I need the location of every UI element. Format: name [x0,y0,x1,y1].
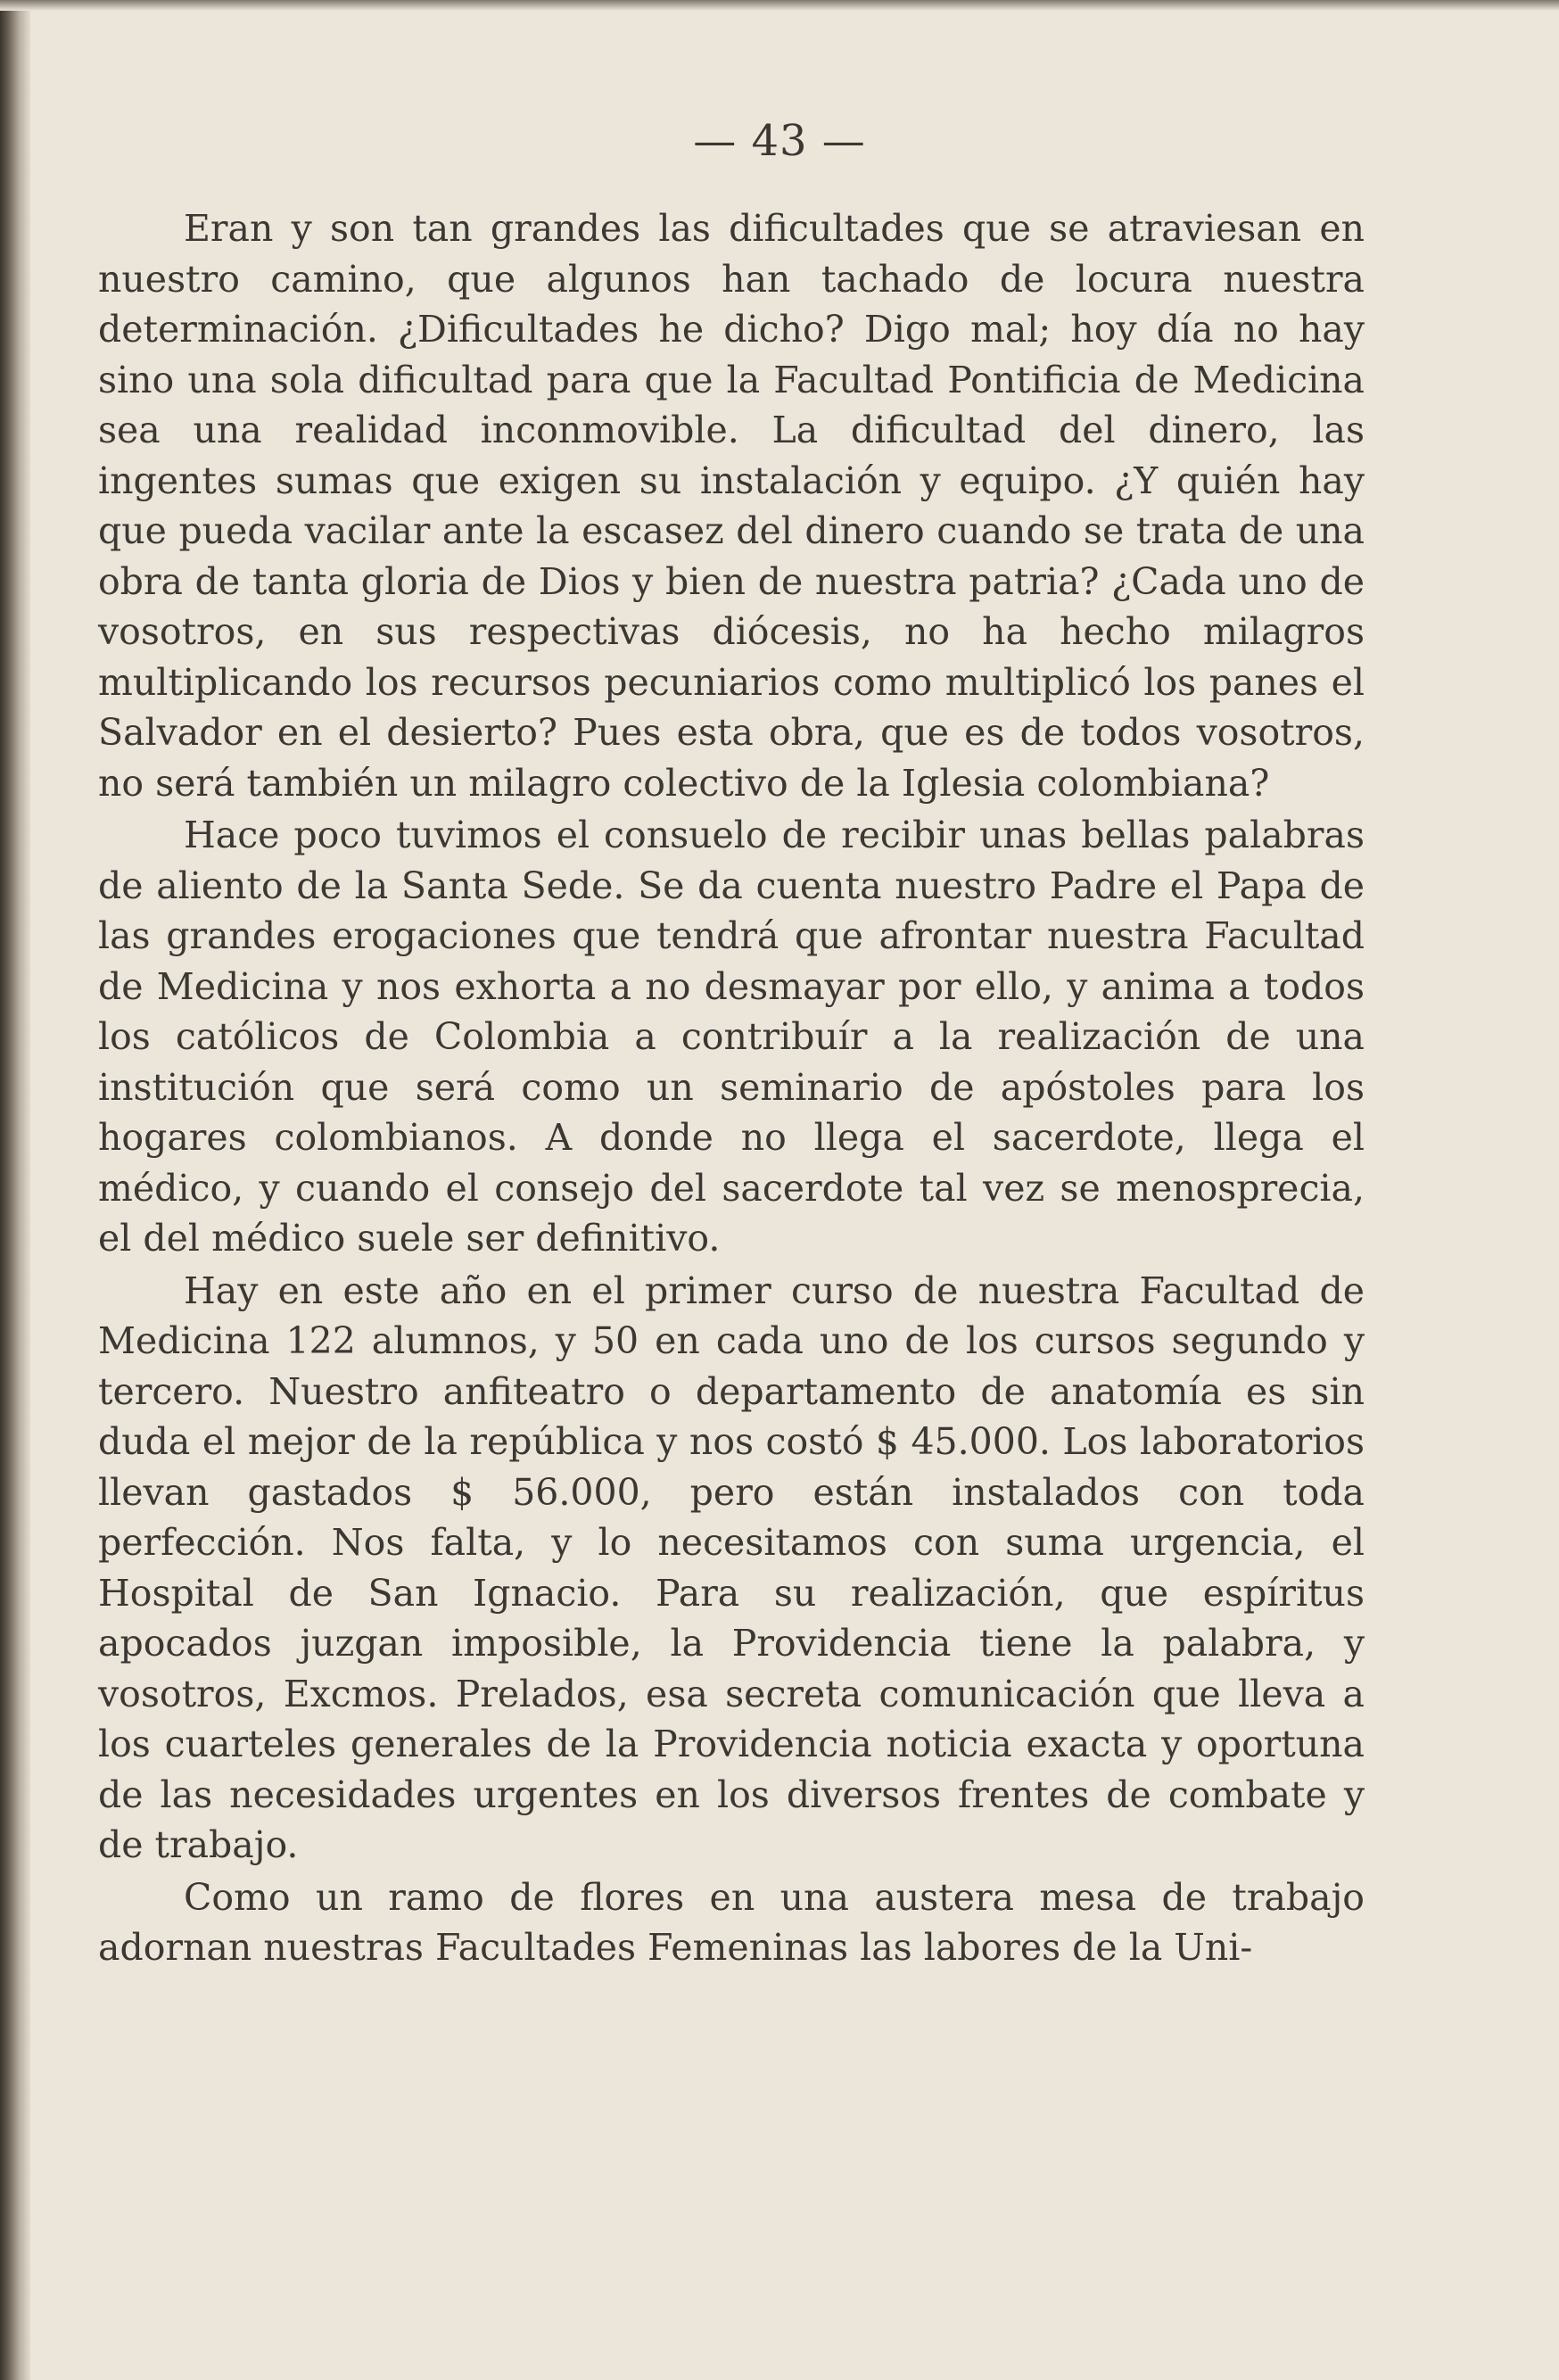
paragraph-facultad-medicina: Hay en este año en el primer curso de nuestra Facultad de Medicina 122 alumnos, y 50 en cada uno de los cursos segundo y tercero. Nuestro anfiteatro o departamento de anatomía es sin duda el mejor de la república y nos costó $ 45.000. Los laboratorios llevan gastados $ 56.000, pero están instalados con toda perfección. Nos falta, y lo necesitamos con suma urgencia, el Hospital de San Ignacio. Para su realización, que espíritus apocados juzgan imposible, la Providencia tiene la palabra, y vosotros, Excmos. Prelados, esa secreta comunicación que lleva a los cuarteles generales de la Providencia noticia exacta y oportuna de las necesidades urgentes en los diversos frentes de combate y de trabajo. [98,1269,1365,1866]
paragraph-dificultades: Eran y son tan grandes las dificultades que se atraviesan en nuestro camino, que algunos han tachado de locura nuestra determinación. ¿Dificultades he dicho? Digo mal; hoy día no hay sino una sola dificultad para que la Facultad Pontificia de Medicina sea una realidad inconmovible. La dificultad del dinero, las ingentes sumas que exigen su instalación y equipo. ¿Y quién hay que pueda vacilar ante la escasez del dinero cuando se trata de una obra de tanta gloria de Dios y bien de nuestra patria? ¿Cada uno de vosotros, en sus respectivas diócesis, no ha hecho milagros multiplicando los recursos pecuniarios como multiplicó los panes el Salvador en el desierto? Pues esta obra, que es de todos vosotros, no será también un milagro colectivo de la Iglesia colombiana? [98,207,1365,805]
page-number: — 43 — [693,116,866,166]
top-edge-shadow [0,0,1559,11]
paragraph-santa-sede: Hace poco tuvimos el consuelo de recibir unas bellas palabras de aliento de la Santa Sede. Se da cuenta nuestro Padre el Papa de las grandes erogaciones que tendrá que afrontar nuestra Facultad de Medicina y nos exhorta a no desmayar por ello, y anima a todos los católicos de Colombia a contribuír a la realización de una institución que será como un seminario de apóstoles para los hogares colombianos. A donde no llega el sacerdote, llega el médico, y cuando el consejo del sacerdote tal vez se menosprecia, el del médico suele ser definitivo. [98,814,1365,1260]
binding-shadow [0,0,30,2380]
paragraph-facultades-femeninas: Como un ramo de flores en una austera mesa de trabajo adornan nuestras Facultades Femeninas las labores de la Uni- [98,1875,1365,1969]
body-text [98,203,1365,1973]
